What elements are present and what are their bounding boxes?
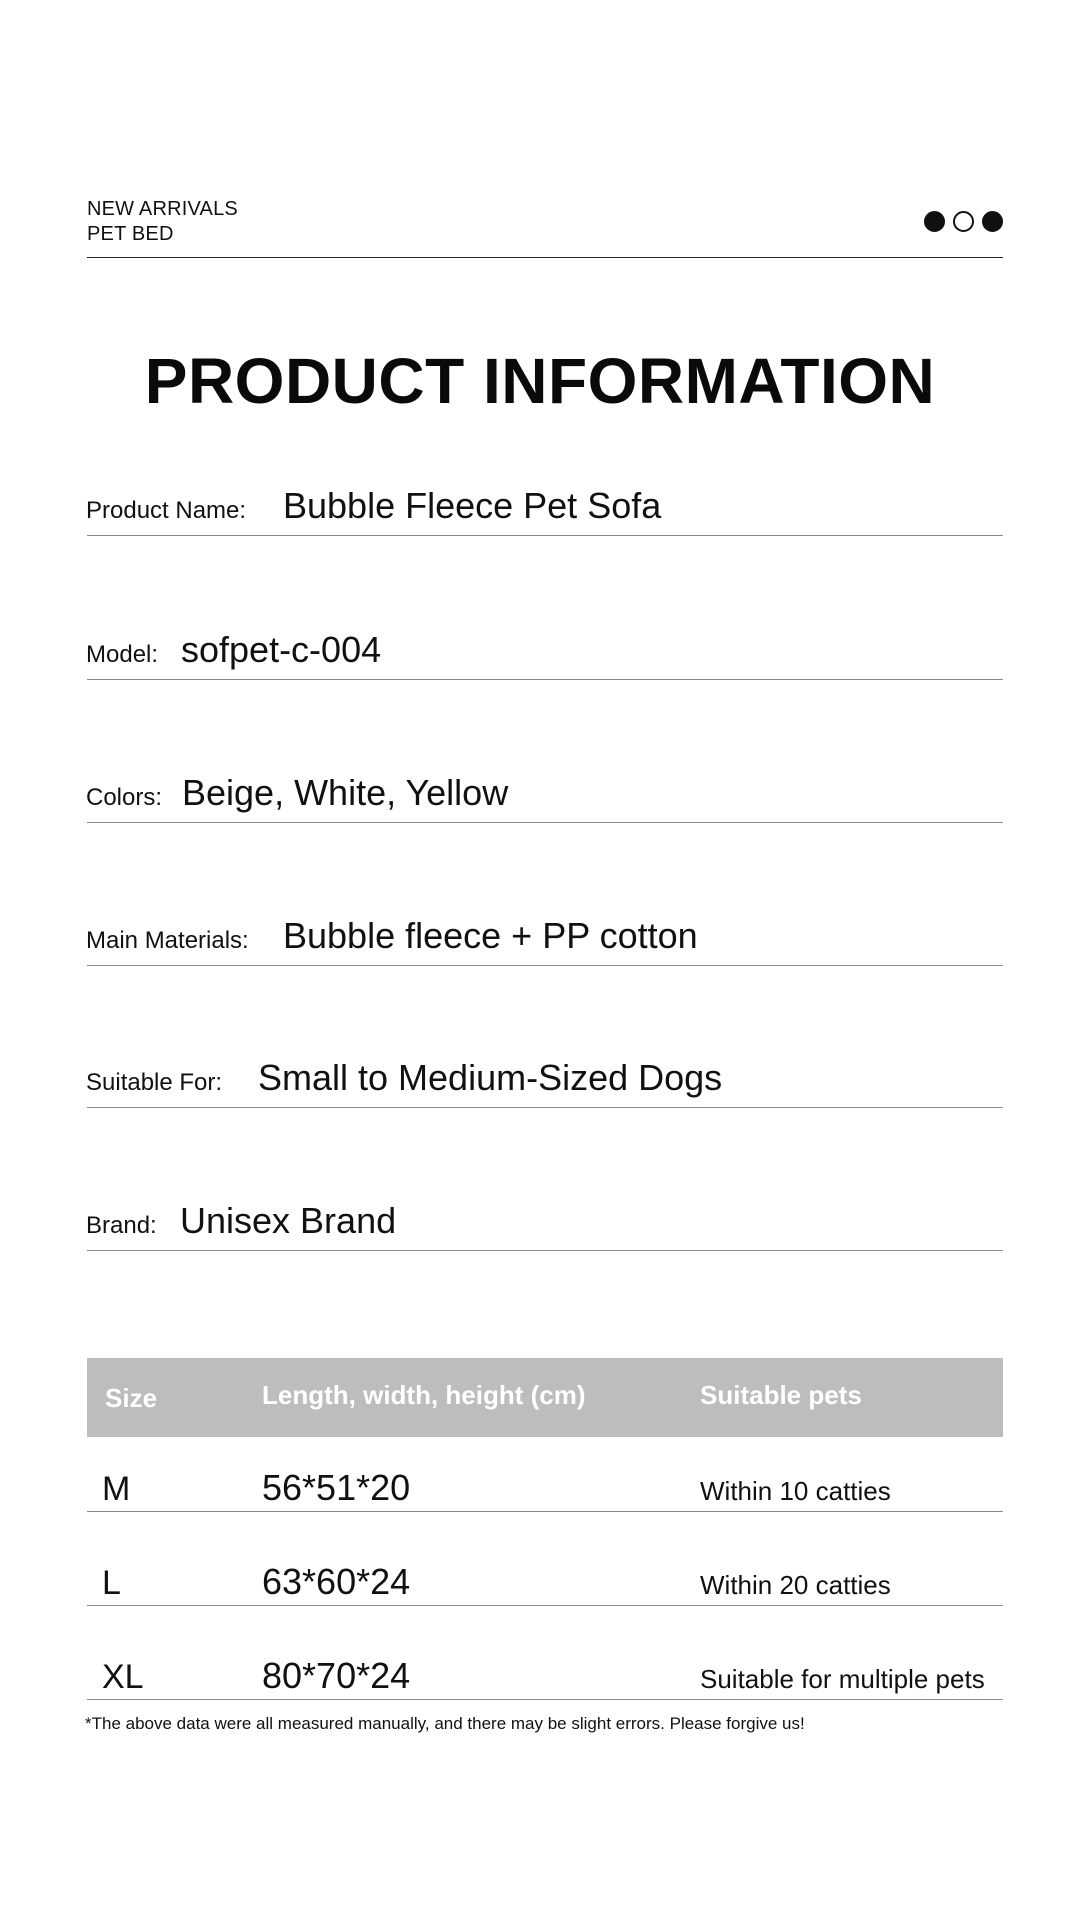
- info-row-model: [87, 620, 1003, 680]
- info-row-brand: [87, 1191, 1003, 1251]
- table-header-dimensions: Length, width, height (cm): [262, 1380, 586, 1410]
- info-value: sofpet-c-004: [181, 629, 382, 670]
- decorative-dots: [924, 211, 1003, 233]
- info-value: Bubble fleece + PP cotton: [283, 915, 698, 956]
- page-title: PRODUCT INFORMATION: [144, 345, 936, 417]
- table-row: [87, 1452, 1003, 1512]
- filled-dot-icon: [924, 211, 945, 232]
- table-header-suitable-pets: Suitable pets: [700, 1380, 862, 1410]
- header: [87, 198, 1003, 258]
- table-cell-suitable-pets: Suitable for multiple pets: [700, 1664, 985, 1694]
- table-cell-dimensions: 63*60*24: [262, 1561, 411, 1602]
- info-label: Brand:: [86, 1212, 157, 1239]
- table-row: [87, 1640, 1003, 1700]
- info-label: Suitable For:: [86, 1069, 223, 1096]
- info-row-materials: [87, 906, 1003, 966]
- info-value: Bubble Fleece Pet Sofa: [283, 485, 662, 526]
- open-dot-icon: [953, 211, 974, 232]
- filled-dot-icon: [982, 211, 1003, 232]
- info-row-product-name: [87, 476, 1003, 536]
- info-row-suitable-for: [87, 1048, 1003, 1108]
- table-cell-dimensions: 80*70*24: [262, 1655, 411, 1696]
- info-label: Model:: [86, 641, 159, 668]
- info-label: Product Name:: [86, 497, 247, 524]
- table-cell-suitable-pets: Within 10 catties: [700, 1476, 891, 1506]
- header-new-arrivals: NEW ARRIVALS: [87, 198, 238, 220]
- info-row-colors: [87, 763, 1003, 823]
- header-pet-bed: PET BED: [87, 223, 174, 245]
- info-label: Main Materials:: [86, 927, 249, 954]
- table-cell-size: XL: [102, 1658, 144, 1696]
- table-cell-size: M: [102, 1470, 131, 1508]
- table-cell-size: L: [102, 1564, 121, 1602]
- footnote: *The above data were all measured manually, and there may be slight errors. Please forgive us!: [85, 1714, 805, 1733]
- info-value: Beige, White, Yellow: [182, 772, 509, 813]
- table-cell-suitable-pets: Within 20 catties: [700, 1570, 891, 1600]
- info-value: Unisex Brand: [180, 1200, 397, 1241]
- table-row: [87, 1546, 1003, 1606]
- table-cell-dimensions: 56*51*20: [262, 1467, 411, 1508]
- info-value: Small to Medium-Sized Dogs: [258, 1057, 723, 1098]
- info-label: Colors:: [86, 784, 163, 811]
- table-header-size: Size: [105, 1383, 158, 1413]
- size-table-header: [87, 1358, 1003, 1437]
